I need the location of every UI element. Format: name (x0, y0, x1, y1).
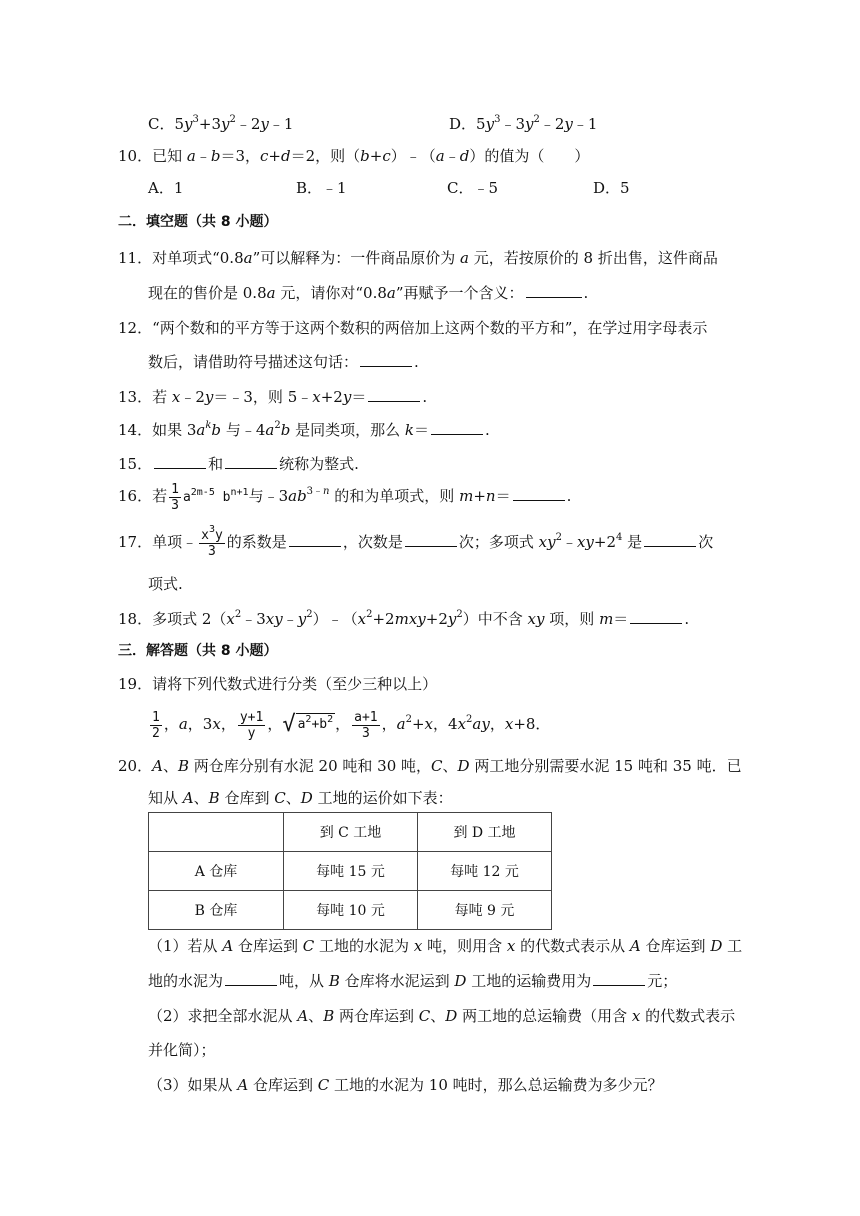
q14-answer-blank[interactable] (431, 420, 483, 435)
q20-text: 的代数式表示 (645, 1007, 736, 1025)
q20-sub3: （3）如果从 A 仓库运到 C 工地的水泥为 10 吨时，那么总运输费为多少元？ (148, 1076, 663, 1094)
table-header-cell: 到 C 工地 (284, 813, 418, 852)
q14-text: . (484, 421, 490, 439)
q14-text: ＝ (413, 421, 429, 439)
q20-text: 知从 (148, 789, 179, 807)
q10-text-mid3: ）﹣（ (390, 147, 436, 165)
q11-text: ”可以解释为：一件商品原价为 (252, 249, 456, 267)
q17-text: ，次数是 (342, 533, 403, 551)
q19-expr-frac-y: $\frac{y+1}{y}$ (239, 709, 264, 741)
q20-text: 仓库到 (224, 789, 270, 807)
q10-option-d: D．5 (593, 179, 630, 197)
q13-text: ＝ (351, 388, 367, 406)
q10-text-mid2: ＝2，则（ (290, 147, 361, 165)
q15-answer-blank-2[interactable] (225, 454, 277, 469)
table-cell: 每吨 15 元 (284, 852, 418, 891)
q16-text: ＝ (495, 487, 511, 505)
q20-line2: 知从 A、B 仓库到 C、D 工地的运价如下表： (148, 789, 453, 807)
table-cell: B 仓库 (149, 891, 284, 930)
q17-answer-blank-2[interactable] (405, 532, 457, 547)
q20-text: 工地的水泥为 (319, 937, 410, 955)
q18-text: 项，则 (549, 610, 595, 628)
q19-number: 19． (118, 675, 153, 693)
q16-text: . (566, 487, 572, 505)
q11-number: 11． (118, 249, 153, 267)
q12-number: 12． (118, 319, 153, 337)
q9-option-c: C．$5y^3+3y^2﹣2y﹣1$ (148, 114, 294, 133)
q17-text: 次 (698, 533, 714, 551)
q16-fraction-one-third: $\frac{1}{3}$ (171, 481, 179, 513)
q19-expr-sqrt: √ $a^2+b^2$ (282, 712, 334, 737)
q19-text: 请将下列代数式进行分类（至少三种以上） (152, 675, 438, 693)
q14-text: 与﹣4 (225, 421, 266, 439)
q20-text: 两仓库运到 (339, 1007, 415, 1025)
q17-answer-blank-1[interactable] (289, 532, 341, 547)
section-2-title: 二．填空题（共 8 小题） (118, 214, 278, 230)
q20-text: 两仓库分别有水泥 20 吨和 30 吨， (193, 757, 432, 775)
q20-text: 吨，从 (279, 972, 325, 990)
q10-text-post: ）的值为（ ） (469, 147, 590, 165)
q16-answer-blank[interactable] (513, 486, 565, 501)
q10-text-pre: 已知 (152, 147, 183, 165)
q20-text: 仓库将水泥运到 (344, 972, 450, 990)
table-header-row (149, 813, 552, 852)
q11-text: 元，若按原价的 8 折出售，这件商品 (473, 249, 718, 267)
q18-text: . (684, 610, 690, 628)
q18-answer-blank[interactable] (630, 609, 682, 624)
q14: 14．如果 $3a^kb$ 与$﹣4a^2b$ 是同类项，那么 k＝ . (118, 420, 490, 439)
q20-text: 吨，则用含 (427, 937, 503, 955)
q18-text: ）中不含 (462, 610, 523, 628)
q14-text: 是同类项，那么 (295, 421, 401, 439)
q9-option-d-label: D． (449, 115, 477, 133)
q20-answer-blank-2[interactable] (593, 971, 645, 986)
q15-answer-blank-1[interactable] (154, 454, 206, 469)
q12-line2 (148, 352, 419, 372)
q16: 16．若 $\frac{1}{3}$ $a^{2m-5}$ $b^{n+1}$与$﹣3ab^{3﹣n}$ 的和为单项式，则 m+n＝ . (118, 481, 572, 513)
q11-text: . (583, 284, 589, 302)
q11-text: ”再赋予一个含义： (395, 284, 524, 302)
q20-sub1-line2: 地的水泥为 吨，从 B 仓库将水泥运到 D 工地的运输费用为 元； (148, 972, 678, 990)
q17-text: 单项﹣ (152, 533, 198, 551)
table-row (149, 891, 552, 930)
q17-text: +2 (593, 533, 617, 551)
q20-sub2-line2: 并化简）； (148, 1041, 216, 1059)
q20-number: 20． (118, 757, 153, 775)
q20-text: 的代数式表示从 (520, 937, 626, 955)
q9-option-d: D．$5y^3﹣3y^2﹣2y﹣1$ (449, 114, 598, 133)
q12-answer-blank[interactable] (360, 352, 412, 367)
table-cell: 每吨 9 元 (418, 891, 552, 930)
q19-expr-half: $\frac{1}{2}$ (152, 709, 160, 741)
q13-text: . (422, 388, 428, 406)
table-cell: A 仓库 (149, 852, 284, 891)
q20-text: 工地的运价如下表： (317, 789, 453, 807)
q20-text: 仓库运到 (237, 937, 298, 955)
table-row (149, 852, 552, 891)
q10-option-a: A．1 (148, 179, 184, 197)
q18: 18．多项式 $2(x^2﹣3xy﹣y^2)﹣(x^2+2mxy+2y^2)$中不含 xy 项，则 m＝ . (118, 609, 690, 628)
q17-number: 17． (118, 533, 153, 551)
q20-line1: 20．A、B 两仓库分别有水泥 20 吨和 30 吨，C、D 两工地分别需要水泥 15 吨和 35 吨．已 (118, 757, 742, 775)
q20-text: 仓库运到 (252, 1076, 313, 1094)
q20-text: （3）如果从 (148, 1076, 233, 1094)
q18-text: 多项式 2（ (152, 610, 227, 628)
q12-line1 (118, 318, 707, 338)
q20-text: 工 (727, 937, 743, 955)
q11-text: 对单项式“0.8 (152, 249, 244, 267)
q10-option-b: B．﹣1 (296, 179, 347, 197)
q18-text: ）﹣（ (312, 610, 358, 628)
q20-text: 仓库运到 (645, 937, 706, 955)
q13-answer-blank[interactable] (368, 387, 420, 402)
q12-text: . (414, 353, 419, 371)
q10-option-c: C．﹣5 (447, 179, 499, 197)
q11-text: 现在的售价是 0.8 (148, 284, 267, 302)
q11-line1: 11．对单项式“0.8a”可以解释为：一件商品原价为 a 元，若按原价的 8 折出售，这件商品 (118, 249, 718, 267)
table-header-cell: 到 D 工地 (418, 813, 552, 852)
q16-text: 与﹣3 (248, 487, 289, 505)
q17-text: ﹣ (561, 533, 577, 551)
q17-text: 次；多项式 (458, 533, 534, 551)
q17-fraction: $\frac{x^3y}{3}$ (201, 524, 223, 559)
q17-line2: 项式. (148, 575, 183, 593)
q9-option-c-label: C． (148, 115, 175, 133)
table-cell: 每吨 12 元 (418, 852, 552, 891)
q16-text: 的和为单项式，则 (334, 487, 455, 505)
table-cell: 每吨 10 元 (284, 891, 418, 930)
q20-sub2-line1: （2）求把全部水泥从 A、B 两仓库运到 C、D 两工地的总运输费（用含 x 的代数式表示 (148, 1007, 736, 1025)
q17-answer-blank-3[interactable] (644, 532, 696, 547)
q15 (118, 454, 359, 474)
q15-text: 统称为整式. (279, 455, 359, 473)
q14-text: 如果 3 (152, 421, 197, 439)
section-3-title: 三．解答题（共 8 小题） (118, 643, 278, 659)
q20-text: （2）求把全部水泥从 (148, 1007, 293, 1025)
q13: 13．若 x﹣2y＝﹣3，则 5﹣x+2y＝ . (118, 388, 428, 406)
q20-text: 两工地的总运输费（用含 (462, 1007, 628, 1025)
q19-expressions: $\frac{1}{2}$ ，a，3x， $\frac{y+1}{y}$ ， √ $a^2+b^2$ ， $\frac{a+1}{3}$ ，$a^2+x$，$4x^2ay$，x+8． (152, 709, 551, 741)
q10-stem: 10．已知 a﹣b＝3，c+d＝2，则（b+c）﹣（a﹣d）的值为（ ） (118, 147, 590, 165)
q17-text: 是 (627, 533, 643, 551)
q13-text: 若 (152, 388, 168, 406)
table-header-cell (149, 813, 284, 852)
q18-text: ＝ (613, 610, 629, 628)
q10-text-mid1: ＝3， (220, 147, 261, 165)
q10-number: 10． (118, 147, 153, 165)
q15-number: 15． (118, 455, 153, 473)
q20-text: 工地的水泥为 10 吨时，那么总运输费为多少元？ (334, 1076, 663, 1094)
q20-text: 两工地分别需要水泥 15 吨和 35 吨．已 (474, 757, 742, 775)
q11-answer-blank[interactable] (526, 283, 582, 298)
q20-answer-blank-1[interactable] (225, 971, 277, 986)
q12-text: 数后，请借助符号描述这句话： (148, 353, 359, 371)
q15-text: 和 (208, 455, 224, 473)
q20-cost-table (148, 812, 552, 930)
q17-text: 的系数是 (226, 533, 287, 551)
q14-number: 14． (118, 421, 153, 439)
q20-text: 工地的运输费用为 (471, 972, 592, 990)
q11-line2: 现在的售价是 0.8a 元，请你对“0.8a”再赋予一个含义： . (148, 284, 589, 302)
q20-sub1-line1: （1）若从 A 仓库运到 C 工地的水泥为 x 吨，则用含 x 的代数式表示从 A 仓库运到 D 工 (148, 937, 743, 955)
q16-text: 若 (152, 487, 168, 505)
q20-text: 元； (647, 972, 678, 990)
q19-stem (118, 674, 437, 694)
q18-number: 18． (118, 610, 153, 628)
q17-line1: 17．单项﹣ $\frac{x^3y}{3}$ 的系数是 ，次数是 次；多项式 $xy^2﹣xy+2^4$ 是 次 (118, 524, 714, 559)
q12-text: “两个数和的平方等于这两个数积的两倍加上这两个数的平方和”，在学过用字母表示 (152, 319, 708, 337)
q13-number: 13． (118, 388, 153, 406)
q13-text: ＝﹣3，则 5﹣ (213, 388, 313, 406)
q20-text: 地的水泥为 (148, 972, 224, 990)
q19-expr-frac-a: $\frac{a+1}{3}$ (354, 709, 378, 741)
q20-text: （1）若从 (148, 937, 218, 955)
q11-text: 元，请你对“0.8 (280, 284, 387, 302)
q16-number: 16． (118, 487, 153, 505)
